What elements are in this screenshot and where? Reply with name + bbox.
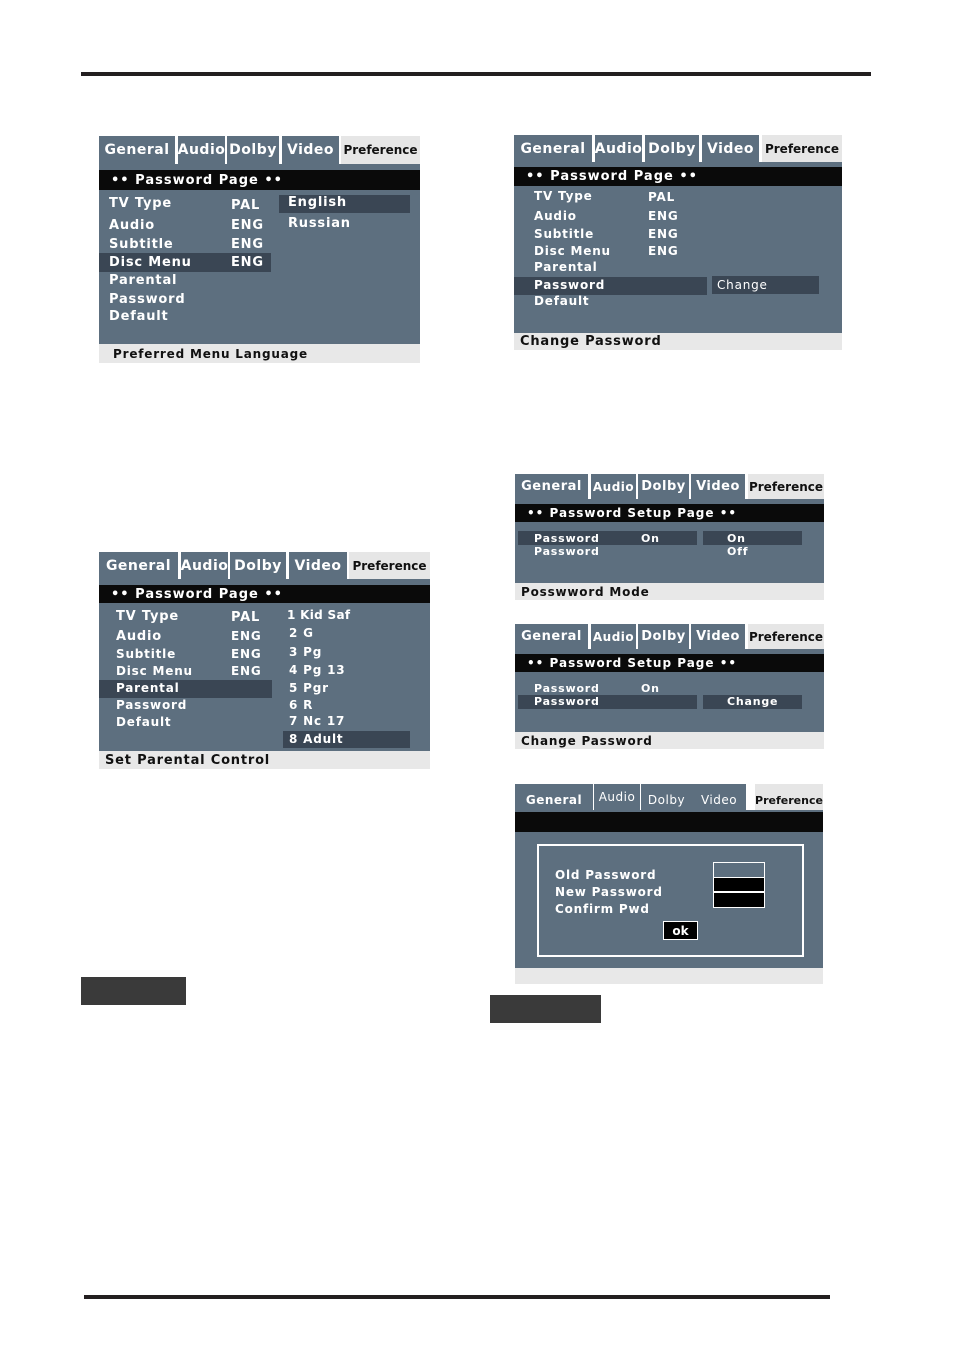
- value-subtitle: ENG: [231, 237, 264, 252]
- status-bar: Preferred Menu Language: [99, 344, 420, 363]
- rating-option[interactable]: 6 R: [289, 698, 314, 712]
- menu-item-subtitle[interactable]: Subtitle: [116, 647, 177, 661]
- menu-item-password[interactable]: Password: [116, 698, 188, 712]
- new-password-field[interactable]: [713, 877, 765, 892]
- dark-block-left: [81, 977, 186, 1005]
- rating-option[interactable]: 2 G: [289, 626, 314, 640]
- menu-item-password[interactable]: Password: [109, 292, 186, 307]
- old-password-field[interactable]: [713, 862, 765, 878]
- menu-item-disc-menu[interactable]: Disc Menu: [116, 664, 193, 678]
- value-audio: ENG: [231, 218, 264, 233]
- tab-bar: [99, 552, 430, 579]
- menu-item-tv-type[interactable]: TV Type: [116, 609, 179, 624]
- menu-item-audio[interactable]: Audio: [534, 209, 577, 223]
- password-dialog: [537, 844, 804, 957]
- menu-item-parental[interactable]: Parental: [109, 273, 178, 288]
- option-off[interactable]: Off: [727, 545, 749, 558]
- osd-menu-language: [99, 136, 420, 363]
- tab-audio[interactable]: Audio: [594, 784, 640, 810]
- tab-preference[interactable]: Preference: [349, 552, 430, 579]
- tab-bar: [515, 474, 824, 499]
- osd-change-password: [514, 135, 842, 350]
- tab-audio[interactable]: Audio: [178, 136, 225, 164]
- menu-item-password[interactable]: Password: [534, 695, 600, 708]
- status-bar: Change Password: [515, 732, 824, 749]
- page-title: •• Password Setup Page ••: [515, 654, 824, 672]
- tab-video[interactable]: Video: [691, 474, 745, 499]
- tab-general[interactable]: General: [515, 624, 588, 649]
- value-password-mode: On: [641, 532, 660, 545]
- menu-item-tv-type[interactable]: TV Type: [534, 189, 593, 203]
- value-tv-type: PAL: [648, 190, 676, 204]
- tab-general[interactable]: General: [515, 784, 593, 810]
- tab-dolby[interactable]: Dolby: [230, 552, 286, 579]
- rating-option[interactable]: 1 Kid Saf: [287, 608, 351, 622]
- value-tv-type: PAL: [231, 198, 261, 213]
- page-title-bar: [515, 812, 823, 832]
- tab-preference[interactable]: Preference: [748, 624, 824, 649]
- rating-option[interactable]: 4 Pg 13: [289, 663, 346, 677]
- tab-general[interactable]: General: [515, 474, 588, 499]
- option-change[interactable]: Change: [727, 695, 779, 708]
- status-bar: Set Parental Control: [99, 751, 430, 769]
- value-password-mode: On: [641, 682, 660, 695]
- osd-password-setup-change: [515, 624, 824, 749]
- tab-bar: [99, 136, 420, 164]
- menu-item-audio[interactable]: Audio: [116, 629, 163, 644]
- value-audio: ENG: [231, 629, 262, 643]
- value-subtitle: ENG: [648, 227, 679, 241]
- rating-option-selected[interactable]: 8 Adult: [289, 732, 344, 746]
- menu-item-parental[interactable]: Parental: [534, 260, 598, 274]
- tab-bar: [515, 784, 823, 810]
- page-title: •• Password Setup Page ••: [515, 504, 824, 522]
- dark-block-right: [490, 995, 601, 1023]
- menu-item-parental[interactable]: Parental: [116, 681, 180, 695]
- menu-item-password[interactable]: Password: [534, 278, 606, 292]
- option-english[interactable]: English: [288, 195, 347, 210]
- osd-password-dialog: [515, 784, 823, 984]
- menu-item-default[interactable]: Default: [109, 309, 169, 324]
- tab-dolby[interactable]: Dolby: [227, 136, 279, 164]
- tab-video[interactable]: Video: [692, 784, 746, 810]
- menu-item-default[interactable]: Default: [116, 715, 172, 729]
- bottom-rule: [84, 1295, 830, 1299]
- option-on[interactable]: On: [727, 532, 746, 545]
- value-disc-menu: ENG: [231, 255, 264, 270]
- tab-preference[interactable]: Preference: [748, 474, 824, 499]
- menu-item-password[interactable]: Password: [534, 545, 600, 558]
- confirm-password-label: Confirm Pwd: [555, 902, 650, 916]
- tab-video[interactable]: Video: [282, 136, 339, 164]
- tab-dolby[interactable]: Dolby: [638, 474, 689, 499]
- option-russian[interactable]: Russian: [288, 216, 351, 231]
- rating-option[interactable]: 7 Nc 17: [289, 714, 346, 728]
- tab-preference[interactable]: Preference: [341, 136, 420, 164]
- tab-general[interactable]: General: [514, 135, 592, 162]
- ok-button[interactable]: ok: [663, 921, 698, 940]
- tab-video[interactable]: Video: [702, 135, 759, 162]
- tab-audio[interactable]: Audio: [591, 474, 636, 499]
- value-tv-type: PAL: [231, 610, 261, 625]
- menu-item-default[interactable]: Default: [534, 294, 590, 308]
- osd-parental-control: [99, 552, 430, 769]
- menu-item-password[interactable]: Password: [534, 682, 600, 695]
- menu-item-tv-type[interactable]: TV Type: [109, 196, 172, 211]
- option-change[interactable]: Change: [717, 278, 768, 292]
- tab-preference[interactable]: Preference: [755, 784, 823, 810]
- value-audio: ENG: [648, 209, 679, 223]
- menu-item-disc-menu[interactable]: Disc Menu: [109, 255, 192, 270]
- new-password-label: New Password: [555, 885, 663, 899]
- tab-dolby[interactable]: Dolby: [638, 624, 689, 649]
- menu-item-subtitle[interactable]: Subtitle: [109, 237, 174, 252]
- tab-preference[interactable]: Preference: [762, 135, 842, 162]
- page-title: •• Password Page ••: [514, 167, 842, 186]
- value-subtitle: ENG: [231, 647, 262, 661]
- osd-password-mode: [515, 474, 824, 600]
- tab-audio[interactable]: Audio: [591, 624, 636, 649]
- menu-item-subtitle[interactable]: Subtitle: [534, 227, 595, 241]
- page-title: •• Password Page ••: [99, 170, 420, 190]
- tab-bar: [515, 624, 824, 649]
- tab-dolby[interactable]: Dolby: [645, 135, 699, 162]
- tab-video[interactable]: Video: [691, 624, 745, 649]
- tab-general[interactable]: General: [99, 136, 175, 164]
- rating-option[interactable]: 5 Pgr: [289, 681, 329, 695]
- confirm-password-field[interactable]: [713, 892, 765, 908]
- value-disc-menu: ENG: [648, 244, 679, 258]
- value-disc-menu: ENG: [231, 664, 262, 678]
- old-password-label: Old Password: [555, 868, 657, 882]
- status-bar: Change Password: [514, 333, 842, 350]
- menu-item-audio[interactable]: Audio: [109, 218, 156, 233]
- tab-general[interactable]: General: [99, 552, 178, 579]
- selected-option-highlight: [703, 531, 802, 545]
- tab-audio[interactable]: Audio: [181, 552, 228, 579]
- status-bar: [515, 968, 823, 984]
- menu-item-disc-menu[interactable]: Disc Menu: [534, 244, 611, 258]
- tab-audio[interactable]: Audio: [595, 135, 642, 162]
- tab-video[interactable]: Video: [289, 552, 347, 579]
- page-title: •• Password Page ••: [99, 585, 430, 603]
- top-rule: [81, 72, 871, 76]
- status-bar: Posswword Mode: [515, 583, 824, 600]
- menu-item-password[interactable]: Password: [534, 532, 600, 545]
- tab-dolby[interactable]: Dolby: [641, 784, 692, 810]
- rating-option[interactable]: 3 Pg: [289, 645, 323, 659]
- tab-bar: [514, 135, 842, 162]
